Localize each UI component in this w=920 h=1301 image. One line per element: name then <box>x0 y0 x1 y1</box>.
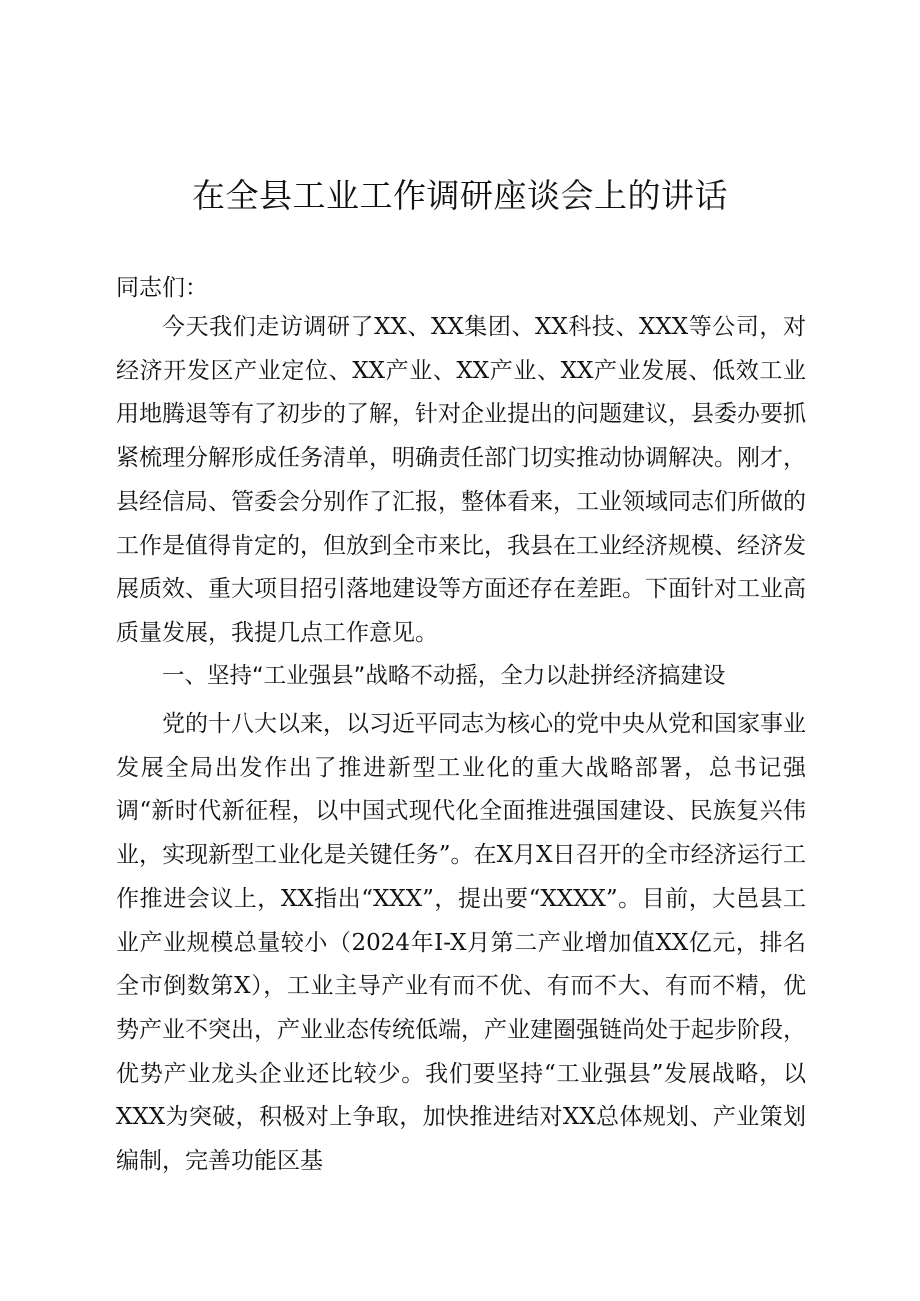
salutation: 同志们： <box>116 275 208 301</box>
section-heading-1: 一、坚持“工业强县”战略不动摇，全力以赴拼经济搞建设 <box>162 663 726 689</box>
paragraph-section-1: 党的十八大以来，以习近平同志为核心的党中央从党和国家事业发展全局出发作出了推进新型工业化的重大战略部署，总书记强调“新时代新征程，以中国式现代化全面推进强国建设、民族复兴伟业，实现新型工业化是关键任务”。在X月X日召开的全市经济运行工作推进会议上，XX指出“XXX”，提出要“XXXX”。目前，大邑县工业产业规模总量较小（2024年I-X月第二产业增加值XX亿元，排名全市倒数第X），工业主导产业有而不优、有而不大、有而不精，优势产业不突出，产业业态传统低端，产业建圈强链尚处于起步阶段，优势产业龙头企业还比较少。我们要坚持“工业强县”发展战略，以XXX为突破，积极对上争取，加快推进结对XX总体规划、产业策划编制，完善功能区基 <box>116 711 806 1175</box>
document-title: 在全县工业工作调研座谈会上的讲话 <box>192 176 728 215</box>
paragraph-intro: 今天我们走访调研了XX、XX集团、XX科技、XXX等公司，对经济开发区产业定位、XX产业、XX产业、XX产业发展、低效工业用地腾退等有了初步的了解，针对企业提出的问题建议，县委办要抓紧梳理分解形成任务清单，明确责任部门切实推动协调解决。刚才，县经信局、管委会分别作了汇报，整体看来，工业领域同志们所做的工作是值得肯定的，但放到全市来比，我县在工业经济规模、经济发展质效、重大项目招引落地建设等方面还存在差距。下面针对工业高质量发展，我提几点工作意见。 <box>116 314 806 646</box>
